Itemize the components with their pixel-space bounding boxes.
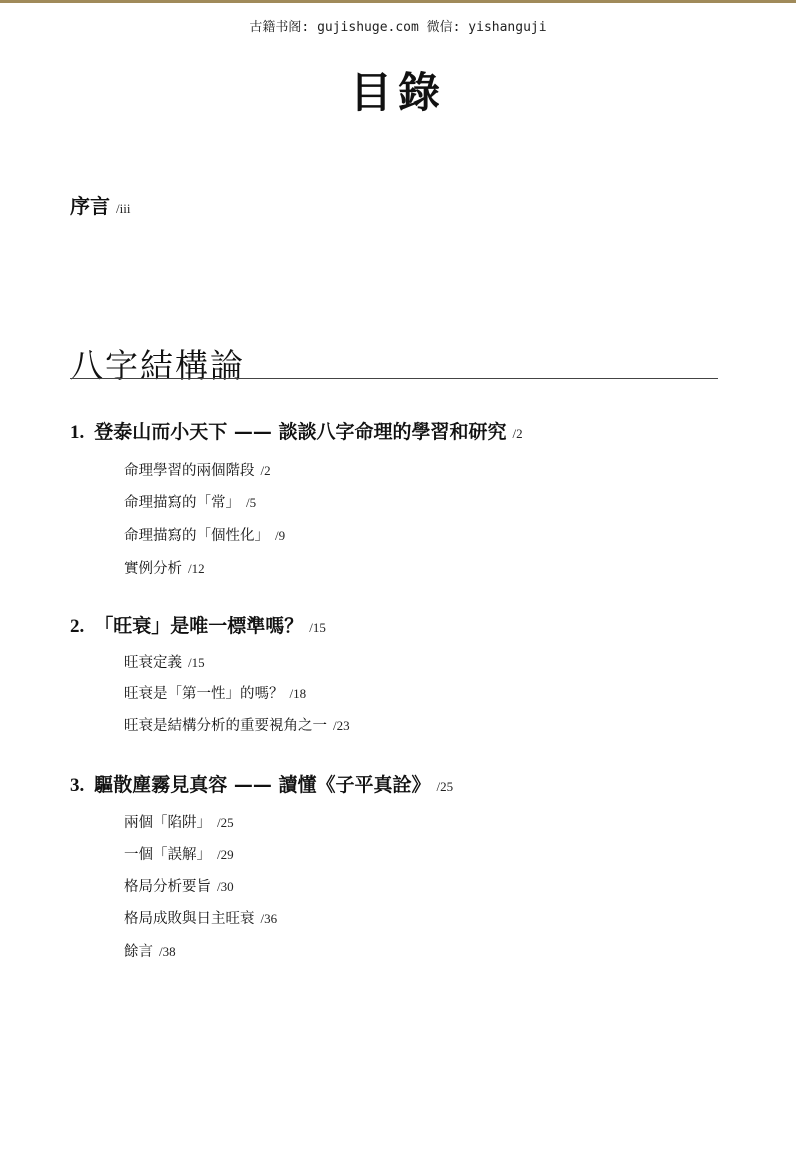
- chapter-number: 1.: [70, 422, 85, 443]
- chapter-page: /2: [512, 426, 523, 441]
- section-title: 旺衰定義: [124, 655, 182, 671]
- section-title: 兩個「陷阱」: [124, 815, 211, 831]
- section-title: 旺衰是「第一性」的嗎？: [124, 686, 284, 702]
- section-entry[interactable]: [124, 651, 205, 672]
- section-page: /18: [289, 686, 307, 701]
- section-entry[interactable]: [124, 875, 234, 896]
- preface-page: /iii: [116, 201, 131, 216]
- section-page: /2: [260, 463, 271, 478]
- chapter-page: /15: [309, 620, 326, 635]
- section-title: 格局成敗與日主旺衰: [124, 911, 255, 927]
- section-page: /5: [246, 495, 257, 510]
- section-entry[interactable]: [124, 682, 306, 703]
- section-title: 實例分析: [124, 561, 182, 577]
- page-title: 目錄: [349, 68, 446, 117]
- preface-entry[interactable]: [70, 190, 130, 219]
- chapter-page: /25: [436, 779, 454, 794]
- chapter-1-entry[interactable]: [70, 417, 523, 444]
- section-entry[interactable]: [124, 714, 350, 735]
- section-title: 命理學習的兩個階段: [124, 463, 255, 479]
- section-page: /23: [333, 718, 350, 733]
- section-title: 一個「誤解」: [124, 847, 211, 863]
- section-title: 旺衰是結構分析的重要視角之一: [124, 718, 327, 734]
- section-page: /9: [275, 528, 286, 543]
- section-title: 命理描寫的「個性化」: [124, 528, 269, 544]
- section-entry[interactable]: [124, 907, 277, 928]
- section-page: /29: [217, 847, 234, 862]
- section-page: /36: [260, 911, 278, 926]
- section-page: /12: [188, 561, 205, 576]
- section-page: /25: [217, 815, 234, 830]
- section-title: 命理描寫的「常」: [124, 495, 240, 511]
- chapter-3-entry[interactable]: [70, 770, 453, 797]
- preface-label: 序言: [70, 194, 110, 218]
- watermark: 古籍书阁: gujishuge.com 微信: yishanguji: [249, 20, 547, 35]
- section-entry[interactable]: [124, 811, 234, 832]
- section-entry[interactable]: [124, 843, 234, 864]
- section-entry[interactable]: [124, 557, 205, 578]
- section-entry[interactable]: [124, 524, 285, 545]
- part-title: 八字結構論: [70, 346, 245, 385]
- section-entry[interactable]: [124, 491, 256, 512]
- chapter-title: 「旺衰」是唯一標準嗎？: [94, 615, 304, 637]
- part-divider: [70, 378, 718, 379]
- section-entry[interactable]: [124, 459, 271, 480]
- section-page: /38: [159, 944, 176, 959]
- chapter-title: 驅散塵霧見真容 —— 讀懂《子平真詮》: [94, 774, 431, 796]
- section-title: 格局分析要旨: [124, 879, 211, 895]
- top-border: [0, 0, 796, 3]
- chapter-number: 3.: [70, 775, 85, 796]
- chapter-title: 登泰山而小天下 —— 談談八字命理的學習和研究: [94, 421, 507, 443]
- section-entry[interactable]: [124, 940, 176, 961]
- section-page: /15: [188, 655, 205, 670]
- chapter-2-entry[interactable]: [70, 611, 326, 638]
- section-title: 餘言: [124, 944, 153, 960]
- section-page: /30: [217, 879, 234, 894]
- chapter-number: 2.: [70, 616, 85, 637]
